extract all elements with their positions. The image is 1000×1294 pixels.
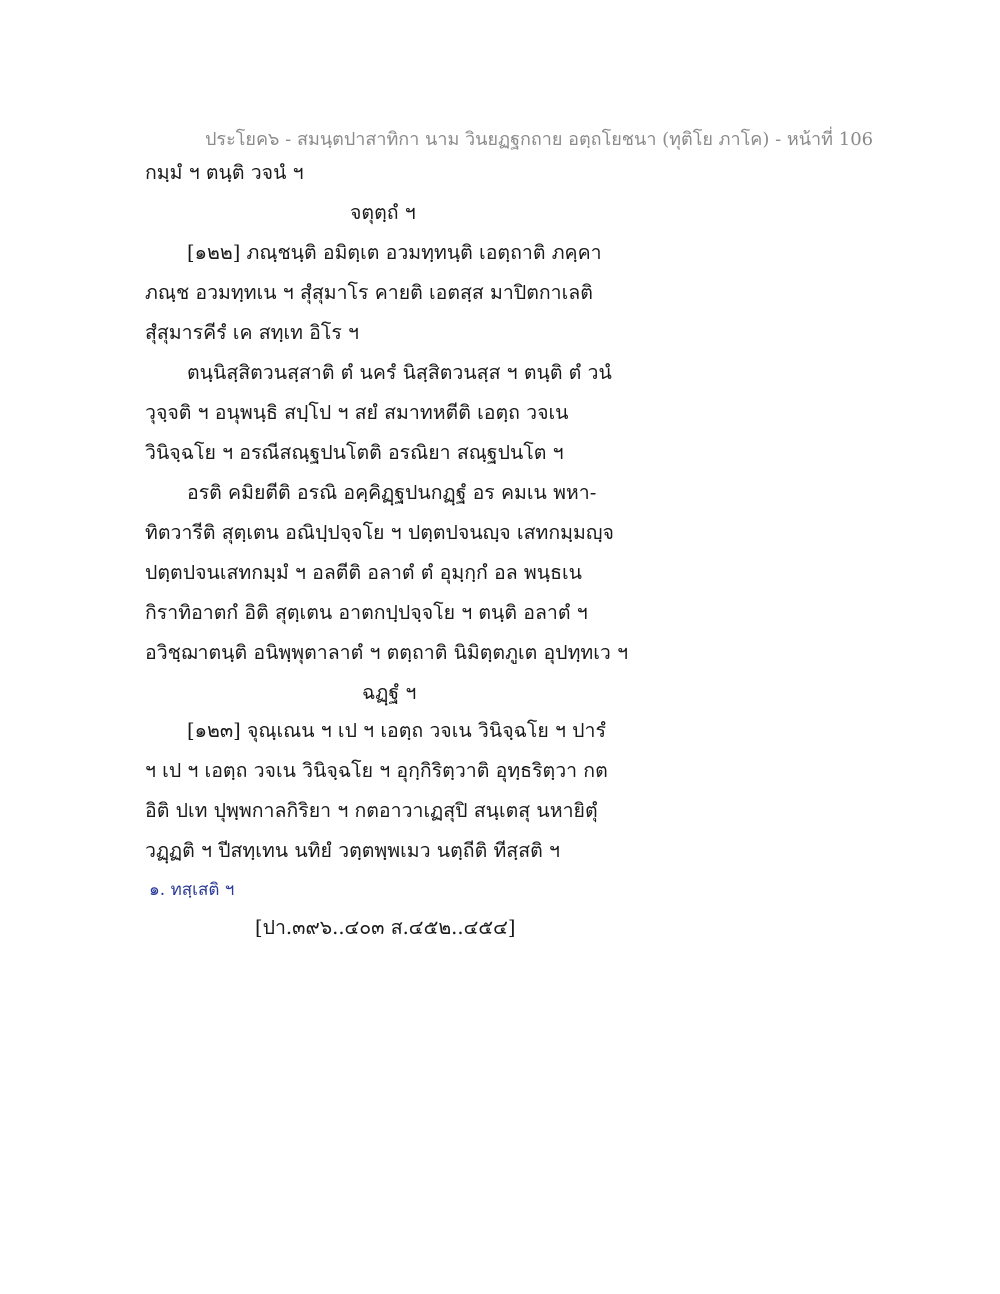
text-line: ภณฺช อวมทฺทเน ฯ สุํสุมาโร คายติ เอตสฺส มาปิตกาเลติ <box>145 281 593 304</box>
text-line: วฏฺฏติ ฯ ปีสทฺเทน นทิยํ วตฺตพฺพเมว นตฺถีติ ทีสฺสติ ฯ <box>145 839 560 862</box>
text-line: ฯ เป ฯ เอตฺถ วจเน วินิจฺฉโย ฯ อุกฺกิริตฺวาติ อุทฺธริตฺวา กต <box>145 759 608 782</box>
section-heading: ฉฏฺฐํ ฯ <box>362 681 417 704</box>
text-line: อิติ ปเท ปุพฺพกาลกิริยา ฯ กตอาวาเฏสุปิ สนฺเตสุ นหายิตุํ <box>145 799 598 822</box>
footnote: ๑. ทสฺเสติ ฯ <box>149 880 235 900</box>
text-line: วุจฺจติ ฯ อนุพนฺธิ สปฺโป ฯ สยํ สมาทหตีติ เอตฺถ วจเน <box>145 401 569 424</box>
page-reference: [ปา.๓๙๖..๔๐๓ ส.๔๕๒..๔๕๔] <box>255 916 516 939</box>
text-line: วินิจฺฉโย ฯ อรณีสณฺฐปนโตติ อรณิยา สณฺฐปนโต ฯ <box>145 441 564 464</box>
text-line: สุํสุมารคีรํ เค สทฺเท อิโร ฯ <box>145 321 359 344</box>
text-line: ปตฺตปจนเสทกมฺมํ ฯ อลตีติ อลาตํ ตํ อุมฺกฺกํ อล พนฺธเน <box>145 561 582 584</box>
text-line: กมฺมํ ฯ ตนฺติ วจนํ ฯ <box>145 161 304 184</box>
text-line: กิราทิอาตกํ อิติ สุตฺเตน อาตกปฺปจฺจโย ฯ ตนฺติ อลาตํ ฯ <box>145 601 588 624</box>
text-line: [๑๒๒] ภณฺชนฺติ อมิตฺเต อวมทฺทนฺติ เอตฺถาติ ภคฺคา <box>187 241 602 264</box>
text-line: ทิตวารีติ สุตฺเตน อณิปฺปจฺจโย ฯ ปตฺตปจนญฺจ เสทกมฺมญฺจ <box>145 521 614 544</box>
section-heading: จตุตฺถํ ฯ <box>350 201 416 224</box>
running-header: ประโยค๖ - สมนฺตปาสาทิกา นาม วินยฏฐกถาย อตฺถโยชนา (ทุติโย ภาโค) - หน้าที่ 106 <box>205 129 874 150</box>
text-line: อวิชฺฌาตนฺติ อนิพฺพุตาลาตํ ฯ ตตฺถาติ นิมิตฺตภูเต อุปทฺทเว ฯ <box>145 641 629 664</box>
text-line: [๑๒๓] จุณฺเณน ฯ เป ฯ เอตฺถ วจเน วินิจฺฉโย ฯ ปารํ <box>187 719 606 742</box>
text-line: ตนฺนิสฺสิตวนสฺสาติ ตํ นครํ นิสฺสิตวนสฺส ฯ ตนฺติ ตํ วนํ <box>187 361 612 384</box>
text-line: อรติ คมิยตีติ อรณิ อคฺคิฏฺฐปนกฏฺฐํ อร คมเน พหา- <box>187 481 597 504</box>
